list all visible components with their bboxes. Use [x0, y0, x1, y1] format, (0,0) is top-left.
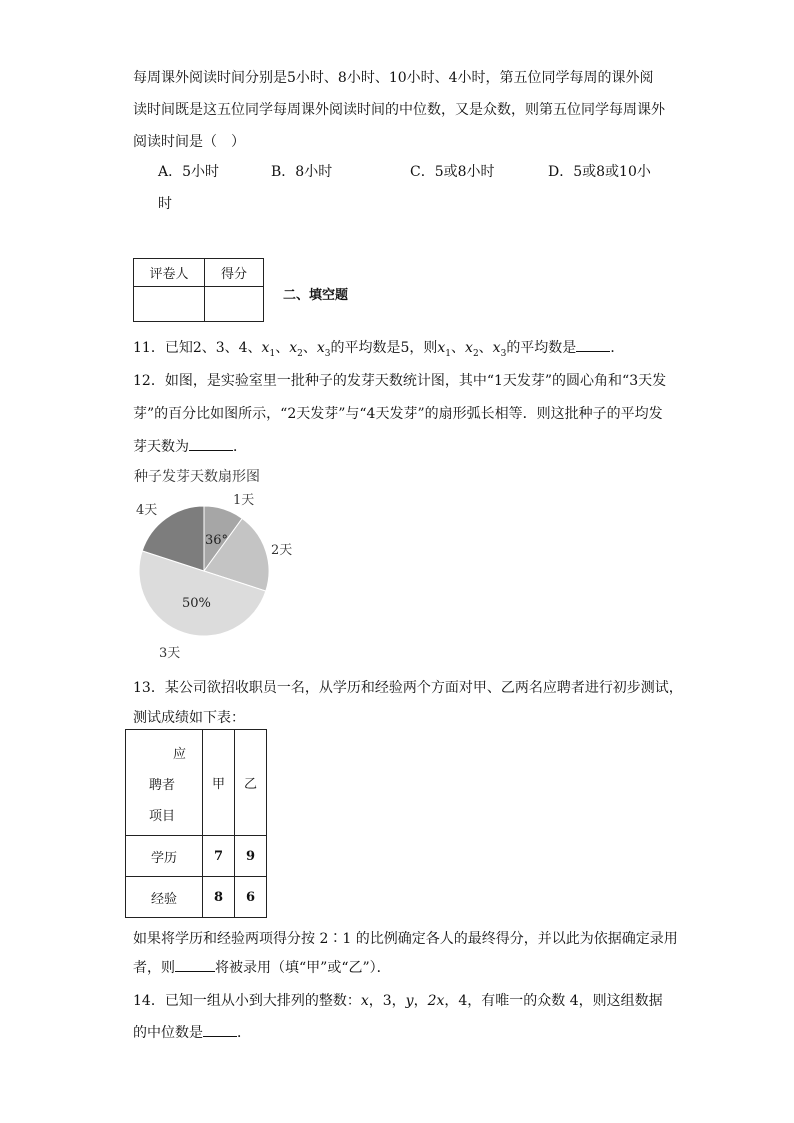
q14-c3: ，4，有唯一的众数 4，则这组数据 — [444, 993, 663, 1009]
q13-line1: 13．某公司欲招收职员一名，从学历和经验两个方面对甲、乙两名应聘者进行初步测试， — [133, 680, 683, 696]
q10-option-b: B．8小时 — [271, 164, 333, 180]
q11-sep: 、 — [478, 340, 493, 356]
header-top: 应 — [173, 747, 187, 762]
q12-line3 — [133, 436, 247, 456]
q12-line2: 芽”的百分比如图所示，“2天发芽”与“4天发芽”的扇形弧长相等．则这批种子的平均发 — [133, 406, 663, 422]
q14-c1: ，3， — [368, 993, 406, 1009]
q11-sub: 1 — [445, 348, 452, 359]
q11-var: x — [316, 340, 325, 356]
cell-a: 7 — [203, 836, 235, 877]
q11-var: x — [261, 340, 270, 356]
q14-answer-blank[interactable] — [203, 1035, 237, 1037]
q12-answer-blank[interactable] — [189, 449, 233, 451]
q13-after2b: 将被录用（填“甲”或“乙”）． — [215, 960, 391, 976]
cell-b: 6 — [235, 877, 267, 918]
q11-var: x — [465, 340, 473, 356]
q11-line — [133, 337, 624, 359]
q13-line2: 测试成绩如下表： — [133, 710, 245, 726]
q11-var: x — [437, 340, 446, 356]
q11-sep: 、 — [275, 340, 290, 356]
q11-sub: 1 — [269, 348, 276, 359]
score-cell[interactable] — [205, 287, 264, 322]
q14-line2 — [133, 1022, 251, 1042]
q11-sub: 3 — [324, 348, 331, 359]
q11-var: x — [289, 340, 298, 356]
score-col-label: 得分 — [205, 259, 264, 287]
q13-after1: 如果将学历和经验两项得分按 2∶1 的比例确定各人的最终得分，并以此为依据确定录用 — [133, 931, 678, 947]
q14-line1 — [133, 990, 663, 1010]
row-label: 经验 — [126, 877, 203, 918]
chart-title: 种子发芽天数扇形图 — [134, 469, 260, 485]
q14-2x: 2x — [427, 993, 445, 1009]
col-header-a: 甲 — [203, 730, 235, 836]
row-label: 学历 — [126, 836, 203, 877]
q14-end: ． — [237, 1025, 251, 1041]
grader-cell[interactable] — [134, 287, 205, 322]
q13-after2 — [133, 957, 391, 977]
q14-y: y — [405, 993, 414, 1009]
q14-prefix: 14．已知一组从小到大排列的整数： — [133, 993, 361, 1009]
q11-mid: 的平均数是5，则 — [330, 340, 438, 356]
q10-option-d: D．5或8或10小 — [548, 164, 651, 180]
q11-var: x — [492, 340, 501, 356]
score-table — [125, 729, 267, 918]
q14-c2: ， — [413, 993, 428, 1009]
q12-line3-text: 芽天数为 — [133, 439, 189, 455]
q10-option-d-cont: 时 — [158, 196, 172, 212]
q13-answer-blank[interactable] — [175, 970, 215, 972]
q12-end: ． — [233, 439, 247, 455]
q10-line2: 读时间既是这五位同学每周课外阅读时间的中位数，又是众数，则第五位同学每周课外 — [133, 102, 665, 118]
grader-col-label: 评卷人 — [134, 259, 205, 287]
q14-line2-text: 的中位数是 — [133, 1025, 203, 1041]
q12-line1: 12．如图，是实验室里一批种子的发芽天数统计图，其中“1天发芽”的圆心角和“3天发 — [133, 373, 667, 389]
q10-line3: 阅读时间是（ ） — [133, 134, 245, 150]
q10-option-a: A．5小时 — [158, 164, 220, 180]
cell-a: 8 — [203, 877, 235, 918]
q11-sub: 2 — [472, 348, 479, 359]
slice-label-4: 4天 — [136, 503, 158, 518]
q11-sub: 3 — [500, 348, 507, 359]
col-header-b: 乙 — [235, 730, 267, 836]
q11-sep: 、 — [302, 340, 317, 356]
header-mid: 聘者 — [149, 778, 176, 793]
q10-line1: 每周课外阅读时间分别是5小时、8小时、10小时、4小时，第五位同学每周的课外阅 — [133, 70, 654, 86]
diagonal-header — [126, 730, 203, 836]
q11-prefix: 11．已知2、3、4、 — [133, 340, 262, 356]
q11-end: ． — [610, 340, 625, 356]
grader-table — [133, 258, 264, 322]
q11-sub: 2 — [297, 348, 303, 359]
pie-chart — [125, 462, 325, 662]
slice-label-2: 2天 — [271, 543, 293, 558]
q14-x: x — [360, 993, 369, 1009]
q11-answer-blank[interactable] — [576, 350, 610, 352]
q13-after2a: 者，则 — [133, 960, 175, 976]
q11-sep: 、 — [451, 340, 466, 356]
q10-option-c: C．5或8小时 — [410, 164, 495, 180]
cell-b: 9 — [235, 836, 267, 877]
section-title: 二、填空题 — [283, 288, 349, 303]
angle-annotation: 36° — [205, 533, 229, 548]
percent-annotation: 50% — [182, 596, 211, 611]
header-bottom: 项目 — [149, 809, 176, 824]
slice-label-1: 1天 — [233, 493, 255, 508]
slice-label-3: 3天 — [159, 646, 181, 661]
q11-suffix: 的平均数是 — [506, 340, 577, 356]
